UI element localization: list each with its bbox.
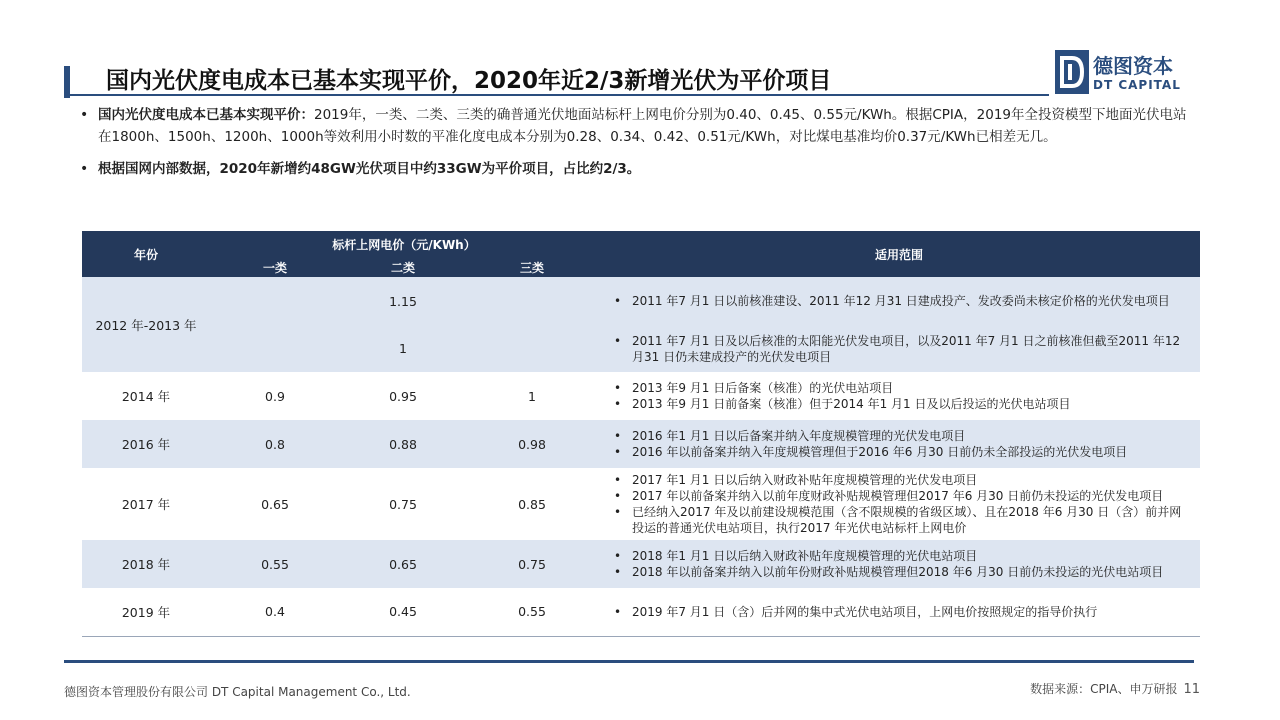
year-cell: 2016 年 xyxy=(82,420,210,468)
bullet-2-bold: 根据国网内部数据，2020年新增约48GW光伏项目中约33GW为平价项目，占比约2/3。 xyxy=(98,161,641,177)
class3-cell xyxy=(466,325,598,372)
year-cell: 2014 年 xyxy=(82,372,210,420)
feed-in-tariff-table xyxy=(82,231,1200,637)
table-row xyxy=(82,420,1200,468)
scope-item: • 2011 年7 月1 日及以后核准的太阳能光伏发电项目，以及2011 年7 月1 日之前核准但截至2011 年12 月31 日仍未建成投产的光伏发电项目 xyxy=(612,333,1192,365)
company-logo xyxy=(1055,50,1205,96)
class2-cell: 0.95 xyxy=(340,372,466,420)
scope-cell xyxy=(598,325,1200,372)
year-cell: 2012 年-2013 年 xyxy=(82,277,210,372)
table-row xyxy=(82,277,1200,325)
table-row xyxy=(82,372,1200,420)
year-cell: 2019 年 xyxy=(82,588,210,636)
header-year: 年份 xyxy=(82,231,210,277)
scope-item: • 已经纳入2017 年及以前建设规模范围（含不限规模的省级区域）、且在2018 年6 月30 日（含）前并网投运的普通光伏电站项目，执行2017 年光伏电站标杆上网电价 xyxy=(612,504,1192,536)
class3-cell: 1 xyxy=(466,372,598,420)
scope-cell xyxy=(598,372,1200,420)
scope-item: • 2013 年9 月1 日后备案（核准）的光伏电站项目 xyxy=(612,380,1192,396)
scope-cell xyxy=(598,588,1200,636)
scope-cell xyxy=(598,277,1200,325)
scope-item: • 2017 年1 月1 日以后纳入财政补贴年度规模管理的光伏发电项目 xyxy=(612,472,1192,488)
table-row xyxy=(82,588,1200,636)
class1-cell: 0.65 xyxy=(210,468,340,540)
scope-cell xyxy=(598,468,1200,540)
class1-cell: 0.55 xyxy=(210,540,340,588)
table-row xyxy=(82,468,1200,540)
class2-cell: 0.45 xyxy=(340,588,466,636)
table-row xyxy=(82,325,1200,372)
class1-cell: 0.4 xyxy=(210,588,340,636)
logo-cn-text: 德图资本 xyxy=(1093,54,1173,78)
header-class2: 二类 xyxy=(340,257,466,277)
class2-cell: 0.75 xyxy=(340,468,466,540)
year-cell: 2017 年 xyxy=(82,468,210,540)
dt-logo-icon xyxy=(1055,50,1089,94)
bullet-1-bold: 国内光伏度电成本已基本实现平价： xyxy=(98,107,314,123)
header-scope: 适用范围 xyxy=(598,231,1200,277)
class2-cell: 0.88 xyxy=(340,420,466,468)
class3-cell xyxy=(466,277,598,325)
footer-company: 德图资本管理股份有限公司 DT Capital Management Co., Ltd. xyxy=(64,685,411,699)
bullet-dot: • xyxy=(80,161,89,177)
class3-cell: 0.75 xyxy=(466,540,598,588)
bullet-2 xyxy=(78,158,1198,180)
scope-cell xyxy=(598,540,1200,588)
bullet-1 xyxy=(78,104,1198,148)
class2-cell: 1 xyxy=(340,325,466,372)
class3-cell: 0.85 xyxy=(466,468,598,540)
scope-item: • 2018 年以前备案并纳入以前年份财政补贴规模管理但2018 年6 月30 日前仍未投运的光伏电站项目 xyxy=(612,564,1192,580)
scope-item: • 2018 年1 月1 日以后纳入财政补贴年度规模管理的光伏电站项目 xyxy=(612,548,1192,564)
class2-cell: 1.15 xyxy=(340,277,466,325)
summary-bullets xyxy=(78,104,1198,180)
scope-item: • 2011 年7 月1 日以前核准建设、2011 年12 月31 日建成投产、发改委尚未核定价格的光伏发电项目 xyxy=(612,293,1192,309)
scope-item: • 2017 年以前备案并纳入以前年度财政补贴规模管理但2017 年6 月30 日前仍未投运的光伏发电项目 xyxy=(612,488,1192,504)
table-row xyxy=(82,540,1200,588)
header-price-group: 标杆上网电价（元/KWh） xyxy=(210,231,598,257)
class2-cell: 0.65 xyxy=(340,540,466,588)
bullet-dot: • xyxy=(80,107,89,123)
class3-cell: 0.55 xyxy=(466,588,598,636)
footer-source xyxy=(1030,680,1200,697)
header-class1: 一类 xyxy=(210,257,340,277)
page-title: 国内光伏度电成本已基本实现平价，2020年近2/3新增光伏为平价项目 xyxy=(106,68,832,94)
header-class3: 三类 xyxy=(466,257,598,277)
class3-cell: 0.98 xyxy=(466,420,598,468)
scope-cell xyxy=(598,420,1200,468)
class1-cell xyxy=(210,277,340,325)
scope-item: • 2019 年7 月1 日（含）后并网的集中式光伏电站项目，上网电价按照规定的指导价执行 xyxy=(612,604,1192,620)
scope-item: • 2016 年以前备案并纳入年度规模管理但于2016 年6 月30 日前仍未全部投运的光伏发电项目 xyxy=(612,444,1192,460)
title-underline xyxy=(64,94,1049,96)
class1-cell: 0.9 xyxy=(210,372,340,420)
logo-en-text: DT CAPITAL xyxy=(1093,78,1181,92)
bullet-1-text: 2019年，一类、二类、三类的确普通光伏地面站标杆上网电价分别为0.40、0.45、0.55元/KWh。根据CPIA，2019年全投资模型下地面光伏电站在1800h、1500h、1200h、1000h等效利用小时数的平准化度电成本分别为0.28、0.34、0.42、0.51元/KWh，对比煤电基准均价0.37元/KWh已相差无几。 xyxy=(98,107,1187,145)
year-cell: 2018 年 xyxy=(82,540,210,588)
footer-divider xyxy=(64,660,1194,663)
class1-cell: 0.8 xyxy=(210,420,340,468)
scope-item: • 2016 年1 月1 日以后备案并纳入年度规模管理的光伏发电项目 xyxy=(612,428,1192,444)
page-number: 11 xyxy=(1183,682,1200,697)
class1-cell xyxy=(210,325,340,372)
source-text: 数据来源：CPIA、申万研报 xyxy=(1030,682,1178,696)
scope-item: • 2013 年9 月1 日前备案（核准）但于2014 年1 月1 日及以后投运的光伏电站项目 xyxy=(612,396,1192,412)
